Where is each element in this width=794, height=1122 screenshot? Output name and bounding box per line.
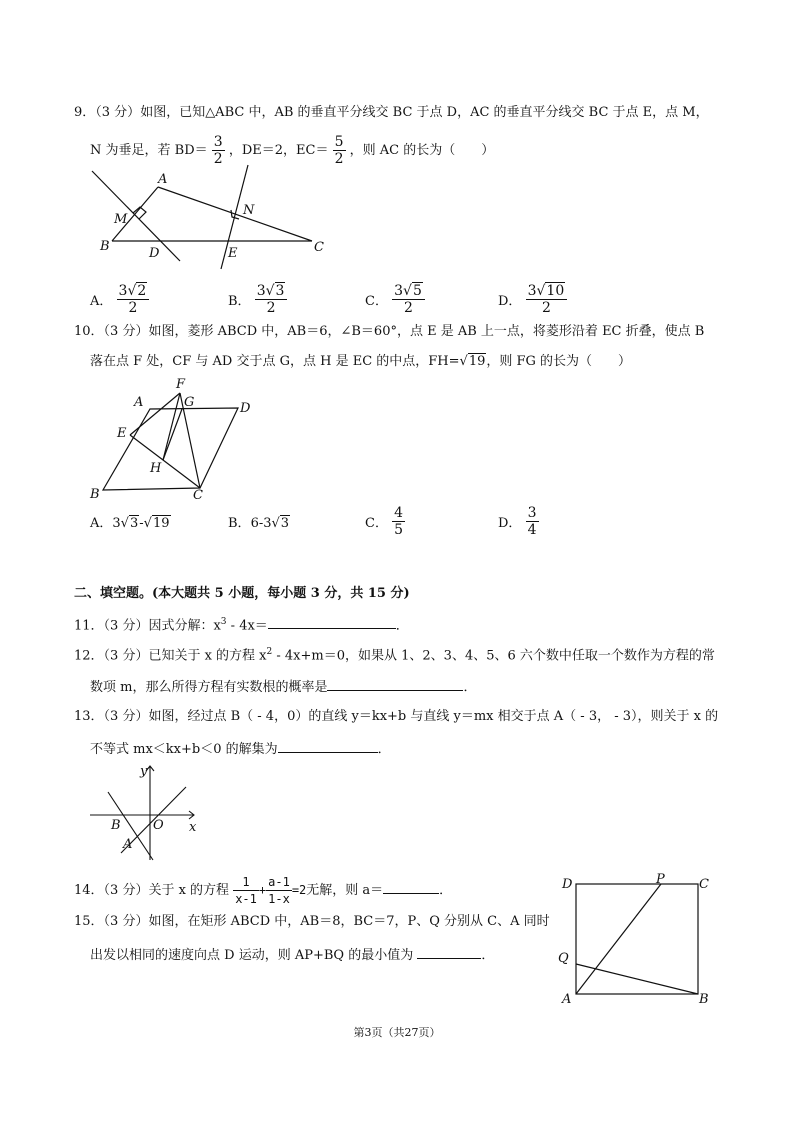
q13-label-b: B — [111, 818, 121, 833]
q9-bd-den: 2 — [213, 151, 223, 167]
q13-line1 — [74, 708, 718, 726]
q14-score: （3 分） — [103, 883, 149, 898]
q9-text-1: 如图，已知△ABC 中，AB 的垂直平分线交 BC 于点 D，AC 的垂直平分线交 BC 于点 E，点 M， — [140, 105, 709, 120]
q9-label-b: B — [100, 239, 110, 254]
q12-line2 — [90, 676, 476, 697]
q15-label-p: P — [656, 872, 665, 887]
q14-fraction-1 — [233, 874, 259, 907]
q14-answer-blank[interactable] — [383, 879, 439, 894]
q9-line2 — [90, 134, 494, 167]
q14-text-b: 无解，则 a＝ — [306, 883, 384, 898]
q9-option-d-letter: D． — [498, 294, 522, 309]
q10-label-d: D — [240, 401, 251, 416]
q9-ec-den: 2 — [334, 151, 344, 167]
q15-segment-ap — [576, 884, 661, 994]
q9-triangle-figure — [80, 165, 340, 277]
q12-text-b: - 4x+m＝0，如果从 1、2、3、4、5、6 六个数中任取一个数作为方程的常 — [272, 648, 715, 664]
q14-plus: + — [258, 883, 267, 897]
q9-option-a — [90, 283, 149, 316]
q10-line1 — [74, 323, 704, 341]
q9-option-d-coef: 3 — [527, 283, 537, 299]
q14-line — [74, 874, 452, 907]
q10-text-2a: 落在点 F 处，CF 与 AD 交于点 G，点 H 是 EC 的中点， — [90, 354, 429, 369]
q9-bd-fraction — [212, 134, 225, 167]
q10-option-d-den: 4 — [527, 522, 537, 538]
q13-graph-figure — [90, 760, 210, 864]
q9-bd-num: 3 — [213, 134, 223, 150]
q12-text-a: 已知关于 x 的方程 x — [148, 648, 267, 664]
q13-score: （3 分） — [103, 709, 149, 724]
q15-number: 15． — [74, 914, 104, 929]
q9-option-a-den: 2 — [128, 300, 138, 316]
q9-option-b-letter: B． — [228, 294, 251, 309]
q10-fh: FH= — [428, 354, 460, 369]
q10-option-a-minus: - — [139, 516, 144, 531]
q10-option-c-letter: C． — [365, 516, 388, 531]
q10-option-a: A．3√3-√19 — [90, 516, 170, 531]
q10-score: （3 分） — [103, 324, 149, 339]
q13-label-o: O — [153, 818, 164, 833]
q9-option-d-fraction: $\frac{3√10}{2}$ — [526, 283, 568, 316]
q13-text-1: 如图，经过点 B（ - 4，0）的直线 y＝kx+b 与直线 y＝mx 相交于点 A（ - 3， - 3），则关于 x 的 — [148, 709, 719, 724]
q15-label-d: D — [562, 877, 573, 892]
q10-option-d-letter: D． — [498, 516, 522, 531]
q14-fraction-2-den: 1-x — [268, 892, 290, 906]
q9-option-c-rad: 5 — [412, 283, 422, 299]
q15-line1 — [74, 913, 550, 931]
q10-fh-rad: 19 — [468, 354, 486, 369]
q9-option-b — [228, 283, 287, 316]
q10-label-e: E — [117, 426, 127, 441]
q9-label-n: N — [243, 203, 255, 218]
q11-exponent: 3 — [220, 617, 227, 627]
q10-option-b: B．6-3√3 — [228, 516, 290, 531]
q15-segment-bq — [576, 964, 698, 994]
q9-option-c-fraction: $\frac{3√5}{2}$ — [392, 283, 425, 316]
q10-option-b-letter: B． — [228, 516, 251, 531]
q10-label-g: G — [184, 395, 195, 410]
q10-number: 10． — [74, 324, 104, 339]
q10-option-a-rad1: 3 — [129, 516, 139, 531]
q9-option-a-fraction: $\frac{3√2}{2}$ — [117, 283, 150, 316]
q15-label-q: Q — [558, 951, 569, 966]
q9-number: 9． — [74, 105, 96, 120]
q10-option-a-rad2: 19 — [152, 516, 170, 531]
q10-option-c-den: 5 — [394, 522, 404, 538]
section-2-heading: 二、填空题。(本大题共 5 小题，每小题 3 分，共 15 分) — [74, 586, 410, 601]
q12-end: ． — [463, 680, 477, 695]
q9-ec-num: 5 — [334, 134, 344, 150]
q10-label-h: H — [150, 461, 162, 476]
q10-option-d — [498, 505, 539, 538]
q10-text-2b: ，则 FG 的长为（ ） — [486, 354, 632, 369]
q10-option-b-value: 6-3 — [250, 516, 272, 531]
q9-option-a-rad: 2 — [137, 283, 147, 299]
q14-fraction-1-num: 1 — [233, 874, 259, 891]
q10-label-a: A — [134, 395, 144, 410]
q10-label-b: B — [90, 487, 100, 502]
q13-text-2: 不等式 mx＜kx+b＜0 的解集为 — [90, 742, 278, 757]
q10-text-1: 如图，菱形 ABCD 中，AB＝6，∠B＝60°，点 E 是 AB 上一点，将菱形沿着 EC 折叠，使点 B — [148, 324, 705, 339]
q10-option-c — [365, 505, 405, 538]
q9-line1 — [74, 104, 709, 122]
q10-label-c: C — [193, 488, 203, 503]
q14-fraction-1-den: x-1 — [235, 892, 257, 906]
q15-label-c: C — [699, 877, 709, 892]
q11-number: 11． — [74, 618, 104, 634]
q10-option-a-coef: 3 — [112, 516, 121, 531]
q10-option-b-rad: 3 — [280, 516, 290, 531]
q9-option-d-den: 2 — [541, 300, 551, 316]
q9-option-b-rad: 3 — [275, 283, 285, 299]
q15-rectangle-figure — [556, 872, 716, 1008]
q9-label-a: A — [158, 172, 168, 187]
q12-number: 12． — [74, 648, 104, 664]
q9-option-b-coef: 3 — [256, 283, 266, 299]
q9-label-e: E — [228, 246, 238, 261]
q15-score: （3 分） — [103, 914, 149, 929]
q10-option-d-num: 3 — [527, 505, 537, 521]
q15-label-b: B — [699, 992, 709, 1007]
q10-segment-fh — [163, 393, 180, 460]
q13-answer-blank[interactable] — [278, 738, 378, 753]
q13-line2 — [90, 738, 391, 759]
q14-number: 14． — [74, 883, 104, 898]
q13-label-x: x — [189, 820, 197, 835]
q9-text-2b: ，DE＝2，EC＝ — [228, 143, 329, 158]
q9-label-m: M — [114, 212, 128, 227]
q15-rectangle — [576, 884, 698, 994]
q10-option-a-letter: A． — [90, 516, 113, 531]
q13-number: 13． — [74, 709, 104, 724]
q11-score: （3 分） — [103, 618, 149, 634]
q11-end: ． — [395, 618, 409, 634]
q11-answer-blank[interactable] — [268, 614, 396, 629]
q14-fraction-2 — [266, 874, 292, 907]
q9-option-b-den: 2 — [266, 300, 276, 316]
q12-line1 — [74, 643, 715, 665]
q12-text-2: 数项 m，那么所得方程有实数根的概率是 — [90, 680, 328, 695]
q13-label-a: A — [123, 837, 133, 852]
q10-line2: 落在点 F 处，CF 与 AD 交于点 G，点 H 是 EC 的中点，FH=√19，则 FG 的长为（ ） — [90, 354, 632, 369]
q10-option-d-fraction — [526, 505, 539, 538]
q14-text-a: 关于 x 的方程 — [148, 883, 230, 898]
q10-option-c-fraction — [392, 505, 405, 538]
q15-label-a: A — [562, 992, 572, 1007]
q15-end: ． — [481, 948, 495, 963]
q9-option-c — [365, 283, 425, 316]
q10-rhombus — [103, 408, 238, 490]
q10-fold-ec — [130, 435, 200, 488]
q12-answer-blank[interactable] — [327, 676, 463, 691]
q10-segment-hg — [163, 409, 182, 460]
q14-equals: =2 — [291, 883, 307, 897]
q15-answer-blank[interactable] — [417, 944, 481, 959]
q10-label-f: F — [176, 377, 186, 392]
q10-rhombus-figure — [88, 377, 268, 503]
q14-end: ． — [439, 883, 453, 898]
q9-option-c-coef: 3 — [394, 283, 404, 299]
q11-line — [74, 613, 409, 635]
q10-option-c-num: 4 — [394, 505, 404, 521]
q9-text-2a: N 为垂足，若 BD＝ — [90, 143, 208, 158]
q15-text-1: 如图，在矩形 ABCD 中，AB＝8，BC＝7，P、Q 分别从 C、A 同时 — [148, 914, 550, 929]
q9-option-a-coef: 3 — [118, 283, 128, 299]
q15-line2 — [90, 944, 494, 965]
q11-text-a: 因式分解：x — [148, 618, 221, 634]
q13-end: ． — [377, 742, 391, 757]
q9-score: （3 分） — [95, 105, 141, 120]
q9-option-a-letter: A． — [90, 294, 113, 309]
q12-exponent: 2 — [266, 647, 273, 657]
q9-option-b-fraction: $\frac{3√3}{2}$ — [255, 283, 288, 316]
q9-option-c-letter: C． — [365, 294, 388, 309]
q12-score: （3 分） — [103, 648, 149, 664]
page-footer: 第3页（共27页） — [353, 1026, 441, 1039]
q9-text-2c: ，则 AC 的长为（ ） — [349, 143, 495, 158]
q9-ec-fraction — [333, 134, 346, 167]
q14-fraction-2-num: a-1 — [268, 875, 290, 889]
q9-label-d: D — [149, 246, 160, 261]
q9-option-d-rad: 10 — [546, 283, 565, 299]
q15-text-2: 出发以相同的速度向点 D 运动，则 AP+BQ 的最小值为 — [90, 948, 418, 963]
q9-option-d — [498, 283, 567, 316]
q9-option-c-den: 2 — [404, 300, 413, 316]
q11-text-b: - 4x＝ — [226, 618, 268, 634]
q9-label-c: C — [314, 240, 324, 255]
q13-label-y: y — [140, 764, 148, 779]
